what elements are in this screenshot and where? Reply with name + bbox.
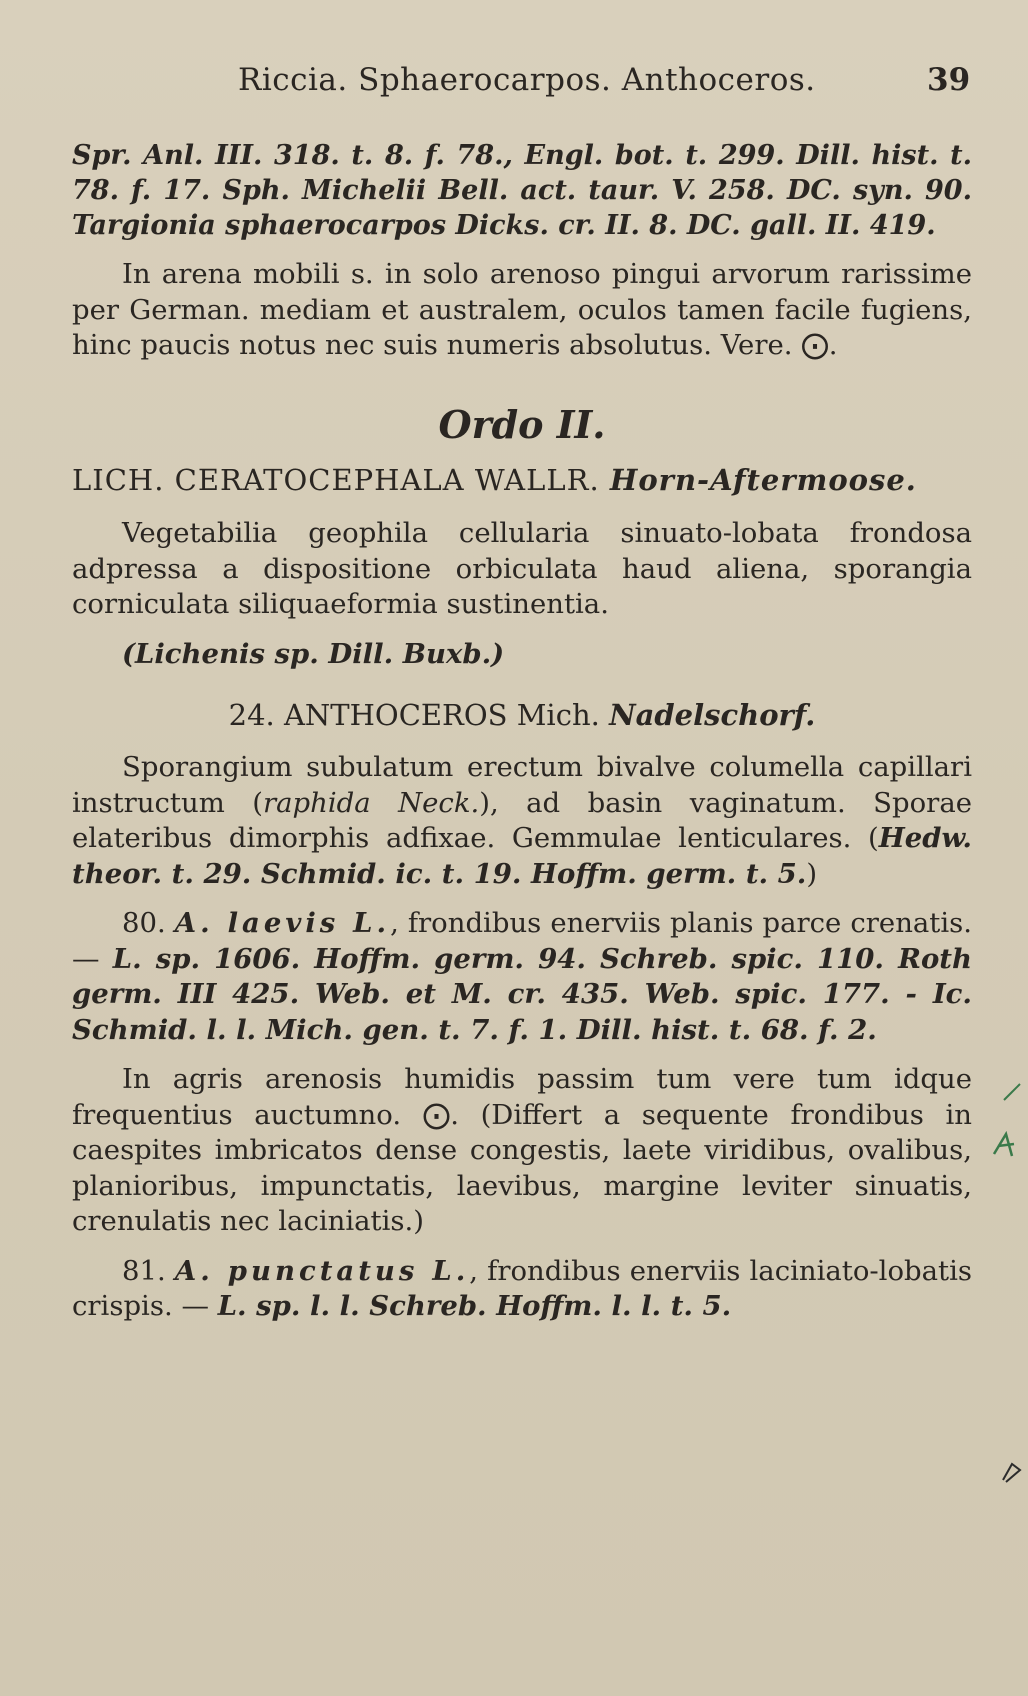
genus-description xyxy=(72,750,972,892)
species-80-number: 80. xyxy=(122,907,166,939)
ordo-title-vernacular: Horn-Aftermoose. xyxy=(609,462,917,497)
references-top: Spr. Anl. III. 318. t. 8. f. 78., Engl. bot. t. 299. Dill. hist. t. 78. f. 17. Sph. Michelii Bell. act. taur. V. 258. DC. syn. 90. Targionia sphaerocarpos Dicks. cr. II. 8. DC. gall. II. 419. xyxy=(72,140,972,241)
ordo-description: Vegetabilia geophila cellularia sinuato-lobata frondosa adpressa a dispositione orbiculata haud aliena, sporangia corniculata siliquaeformia sustinentia. xyxy=(72,517,972,620)
page-number: 39 xyxy=(927,62,971,98)
species-81-diagnosis: , frondibus enerviis laciniato-lobatis crispis. — xyxy=(72,1254,972,1322)
margin-check-mark-3 xyxy=(1000,1460,1024,1484)
ordo-title-latin: LICH. CERATOCEPHALA WALLR. xyxy=(72,462,600,497)
species-80-name: A. laevis L. xyxy=(174,907,391,939)
species-81-entry xyxy=(72,1254,972,1325)
species-81-references: L. sp. l. l. Schreb. Hoffm. l. l. t. 5. xyxy=(217,1290,732,1322)
genus-desc-part-b: ), ad basin vaginatum. Sporae elateribus dimorphis adfixae. Gemmulae lenticulares. ( xyxy=(72,786,972,854)
species-81-number: 81. xyxy=(122,1254,166,1287)
genus-desc-italic: raphida Neck. xyxy=(262,786,480,819)
genus-title: 24. ANTHOCEROS Mich. xyxy=(228,698,600,732)
genus-heading xyxy=(72,698,972,732)
species-81-name: A. punctatus L. xyxy=(174,1254,470,1287)
genus-desc-part-a: Sporangium subulatum erectum bivalve columella capillari instructum ( xyxy=(72,751,972,819)
genus-desc-refs: Hedw. theor. t. 29. Schmid. ic. t. 19. Hoffm. germ. t. 5. xyxy=(72,822,972,890)
ordo-heading: Ordo II. xyxy=(438,401,606,447)
genus-desc-part-c: ) xyxy=(806,857,818,890)
ordo-reference: (Lichenis sp. Dill. Buxb.) xyxy=(122,637,505,670)
species-80-habitat: In agris arenosis humidis passim tum vere tum idque frequentius auctumno. ⨀. (Differt a sequente frondibus in caespites imbricatos dense congestis, laete viridibus, ovalibus, planioribus, impunctatis, laevibus, margine leviter sinuatis, crenulatis nec laciniatis.) xyxy=(72,1063,972,1237)
running-head xyxy=(0,62,1028,112)
genus-vernacular: Nadelschorf. xyxy=(609,698,816,732)
species-80-diagnosis: , frondibus enerviis planis parce crenatis. — xyxy=(72,907,972,975)
ordo-title xyxy=(72,463,972,499)
page-body xyxy=(72,138,972,1325)
species-80-entry xyxy=(72,906,972,1048)
margin-check-mark-2 xyxy=(992,1128,1022,1162)
habitat-paragraph: In arena mobili s. in solo arenoso pingui arvorum rarissime per German. mediam et australem, oculos tamen facile fugiens, hinc paucis notus nec suis numeris absolutus. Vere. ⨀. xyxy=(72,258,972,361)
running-title: Riccia. Sphaerocarpos. Anthoceros. xyxy=(238,62,816,98)
margin-check-mark-1 xyxy=(1002,1080,1024,1104)
species-80-references: L. sp. 1606. Hoffm. germ. 94. Schreb. spic. 110. Roth germ. III 425. Web. et M. cr. 435. Web. spic. 177. - Ic. Schmid. l. l. Mich. gen. t. 7. f. 1. Dill. hist. t. 68. f. 2. xyxy=(72,942,972,1046)
